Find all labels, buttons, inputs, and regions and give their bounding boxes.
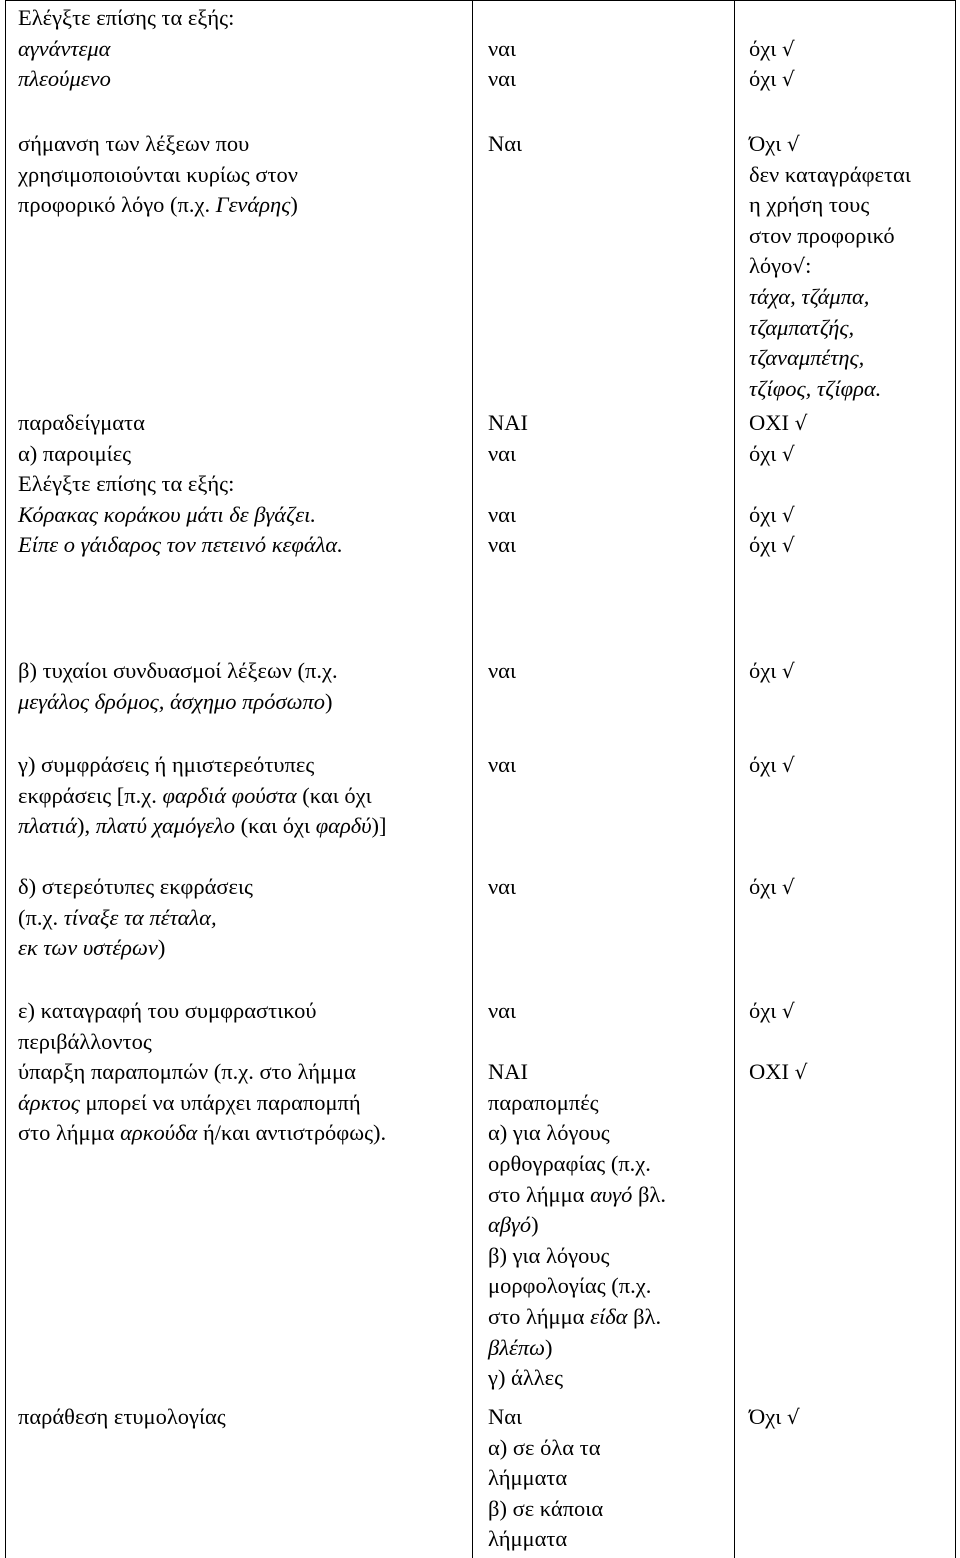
text-run: όχι (749, 501, 782, 527)
text-run: (π.χ. (18, 904, 64, 930)
text-run: βλ. (627, 1303, 662, 1329)
evaluation-cell-row-5 (749, 750, 795, 781)
text-run: τίναξε τα πέταλα, (63, 904, 217, 930)
text-line (18, 160, 298, 191)
text-run: όχι (749, 752, 782, 777)
text-run: ) (544, 1334, 553, 1360)
text-line (488, 750, 516, 781)
text-run: στο λήμμα (18, 1120, 121, 1146)
text-line (749, 64, 795, 95)
text-line (18, 996, 386, 1027)
text-line (488, 408, 528, 439)
text-line (749, 3, 795, 34)
answer-cell-row-4 (488, 656, 516, 687)
text-run: περιβάλλοντος (18, 1028, 152, 1054)
text-line (18, 1027, 386, 1058)
column-divider-1 (472, 0, 473, 1558)
text-line (749, 313, 911, 344)
text-run: α) παροιμίες (18, 440, 132, 466)
text-run: προφορικό λόγο (π.χ. (18, 192, 216, 218)
text-run: αβγό (488, 1212, 532, 1238)
text-line (488, 34, 516, 65)
text-line (18, 34, 234, 65)
text-run: άρκτος (18, 1089, 80, 1115)
text-run: ναι (488, 874, 517, 899)
checkmark-icon: √ (786, 1405, 800, 1429)
text-line (488, 1027, 666, 1058)
text-run: παραδείγματα (18, 410, 145, 435)
text-line (488, 1180, 666, 1211)
text-run: ), (76, 813, 96, 839)
text-run: η χρήση τους (749, 192, 870, 218)
text-run: Όχι (749, 131, 787, 156)
checkmark-icon: √ (794, 411, 808, 435)
text-line (18, 439, 343, 470)
text-run: αυγό (590, 1181, 633, 1207)
text-line (488, 1494, 603, 1525)
text-run: ναι (488, 998, 517, 1023)
text-line (749, 1057, 807, 1088)
text-run: (και όχι (296, 782, 372, 808)
text-run: τζίφος, τζίφρα. (749, 375, 882, 401)
evaluation-cell-row-6 (749, 872, 795, 903)
text-run: Ναι (488, 1404, 523, 1429)
text-run: μπορεί να υπάρχει παραπομπή (79, 1089, 361, 1115)
text-line (749, 500, 807, 531)
text-line (488, 129, 522, 160)
text-run: όχι (749, 66, 782, 92)
text-line (749, 469, 807, 500)
text-run: στο λήμμα (488, 1181, 591, 1207)
text-run: Γενάρης (215, 192, 291, 218)
text-line (749, 530, 807, 561)
text-line (488, 439, 528, 470)
text-line (18, 64, 234, 95)
text-line (488, 1271, 666, 1302)
checkmark-icon: √ (781, 533, 795, 558)
text-run: γ) άλλες (488, 1365, 564, 1391)
text-line (18, 530, 343, 561)
checkmark-icon: √ (781, 999, 795, 1023)
text-run: τάχα, τζάμπα, (749, 283, 870, 309)
text-line (488, 1433, 603, 1464)
text-line (749, 190, 911, 221)
text-run: παράθεση ετυμολογίας (18, 1404, 226, 1429)
text-line (488, 500, 528, 531)
answer-cell-row-7 (488, 996, 666, 1394)
text-run: τζαναμπέτης, (749, 345, 865, 371)
text-line (488, 530, 528, 561)
text-line (488, 1149, 666, 1180)
text-run: ) (157, 935, 166, 961)
text-run: εκφράσεις [π.χ. (18, 782, 163, 808)
text-run: δ) στερεότυπες εκφράσεις (18, 874, 253, 899)
text-run: πλατύ χαμόγελο (95, 813, 236, 839)
text-run: ή/και αντιστρόφως). (197, 1120, 387, 1146)
text-run: ΟΧΙ (749, 1059, 795, 1085)
text-line (18, 933, 253, 964)
text-line (18, 687, 338, 718)
text-run: παραπομπές (488, 1089, 599, 1115)
evaluation-cell-row-3 (749, 408, 807, 561)
text-line (749, 750, 795, 781)
text-run: δεν καταγράφεται (749, 161, 911, 187)
text-run: ναι (488, 66, 517, 92)
text-line (488, 1088, 666, 1119)
text-line (488, 1241, 666, 1272)
text-run: ναι (488, 35, 517, 61)
text-line (488, 1118, 666, 1149)
text-line (488, 1463, 603, 1494)
text-line (749, 996, 807, 1027)
text-line (488, 1363, 666, 1394)
text-run: ορθογραφίας (π.χ. (488, 1150, 651, 1176)
text-run: γ) συμφράσεις ή ημιστερεότυπες (18, 752, 315, 777)
text-line (749, 129, 911, 160)
criterion-cell-row-2 (18, 129, 298, 221)
text-line (488, 1210, 666, 1241)
text-run: β) τυχαίοι συνδυασμοί λέξεων (π.χ. (18, 658, 338, 683)
text-line (18, 811, 387, 842)
checkmark-icon: √ (781, 502, 795, 527)
text-line (488, 1302, 666, 1333)
criterion-cell-row-5 (18, 750, 387, 842)
text-run: ναι (488, 658, 517, 683)
text-run: ) (531, 1212, 539, 1238)
text-line (488, 996, 666, 1027)
text-run: όχι (749, 440, 782, 466)
text-line (18, 3, 234, 34)
text-run: ναι (488, 440, 517, 466)
checkmark-icon: √ (794, 1060, 808, 1085)
criterion-cell-row-7 (18, 996, 386, 1149)
text-line (749, 221, 911, 252)
checkmark-icon: √ (781, 659, 795, 683)
column-divider-2 (734, 0, 735, 1558)
checkmark-icon: √ (781, 875, 795, 899)
text-run: πλεούμενο (18, 66, 111, 92)
answer-cell-row-6 (488, 872, 516, 903)
text-line (488, 1057, 666, 1088)
text-run: πλατιά (18, 813, 77, 839)
text-run: αρκούδα (120, 1120, 198, 1146)
text-run: Είπε ο γάιδαρος τον πετεινό κεφάλα. (18, 532, 343, 558)
answer-cell-row-2 (488, 129, 522, 160)
text-run: βλέπω (488, 1334, 545, 1360)
checkmark-icon: √ (792, 254, 806, 279)
text-run: ΝΑΙ (488, 410, 528, 435)
text-line (18, 190, 298, 221)
text-line (749, 408, 807, 439)
text-run: ΟΧΙ (749, 410, 795, 435)
text-line (749, 160, 911, 191)
criterion-cell-row-4 (18, 656, 338, 717)
text-line (749, 343, 911, 374)
text-run: α) για λόγους (488, 1120, 610, 1146)
text-line (18, 469, 343, 500)
text-run: α) σε όλα τα (488, 1434, 601, 1460)
text-run: λήμματα (488, 1526, 568, 1552)
checkmark-icon: √ (786, 132, 800, 156)
checkmark-icon: √ (781, 36, 795, 61)
text-line (749, 656, 795, 687)
text-line (488, 1402, 603, 1433)
text-line (749, 439, 807, 470)
text-line (749, 34, 795, 65)
evaluation-cell-row-7 (749, 996, 807, 1088)
text-run: φαρδιά φούστα (162, 782, 297, 808)
text-line (749, 251, 911, 282)
text-run: β) σε κάποια (488, 1495, 604, 1521)
text-run: ε) καταγραφή του συμφραστικού (18, 998, 317, 1023)
text-line (749, 374, 911, 405)
criterion-cell-row-1 (18, 3, 234, 95)
evaluation-cell-row-2 (749, 129, 911, 404)
text-line (488, 656, 516, 687)
text-line (18, 408, 343, 439)
criterion-cell-row-8 (18, 1402, 226, 1433)
text-run: στον προφορικό (749, 222, 895, 248)
text-run: αγνάντεμα (18, 35, 111, 61)
text-run: βλ. (632, 1181, 666, 1207)
text-line (488, 1333, 666, 1364)
text-line (749, 872, 795, 903)
text-line (18, 656, 338, 687)
text-line (18, 872, 253, 903)
text-run: Ναι (488, 131, 523, 156)
text-run: (και όχι (235, 813, 316, 839)
text-run: Όχι (749, 1404, 787, 1429)
text-run: Κόρακας κοράκου μάτι δε βγάζει. (18, 501, 316, 527)
text-line (488, 1524, 603, 1555)
text-line (18, 129, 298, 160)
text-line (749, 282, 911, 313)
text-run: όχι (749, 658, 782, 683)
text-run: ναι (488, 501, 517, 527)
text-line (488, 872, 516, 903)
text-line (488, 469, 528, 500)
evaluation-cell-row-4 (749, 656, 795, 687)
answer-cell-row-5 (488, 750, 516, 781)
text-run: μεγάλος δρόμος, άσχημο πρόσωπο (18, 688, 325, 714)
text-run: )] (371, 813, 387, 839)
text-run: ύπαρξη παραπομπών (π.χ. στο λήμμα (18, 1059, 356, 1085)
text-run: ΝΑΙ (488, 1059, 528, 1085)
text-run: όχι (749, 874, 782, 899)
text-run: όχι (749, 998, 782, 1023)
text-run: Ελέγξτε επίσης τα εξής: (18, 5, 235, 30)
text-run: φαρδύ (315, 813, 372, 839)
text-run: μορφολογίας (π.χ. (488, 1273, 652, 1299)
text-run: ναι (488, 532, 517, 558)
answer-cell-row-3 (488, 408, 528, 561)
text-run: λόγο (749, 253, 793, 279)
text-line (18, 1057, 386, 1088)
checkmark-icon: √ (781, 753, 795, 777)
checkmark-icon: √ (781, 441, 795, 466)
text-run: σήμανση των λέξεων που (18, 131, 250, 156)
text-run: χρησιμοποιούνται κυρίως στον (18, 161, 298, 187)
text-line (749, 1402, 800, 1433)
text-line (749, 1027, 807, 1058)
criterion-cell-row-6 (18, 872, 253, 964)
answer-cell-row-8 (488, 1402, 603, 1555)
text-run: ) (290, 192, 298, 218)
text-line (488, 3, 516, 34)
text-line (18, 500, 343, 531)
checkmark-icon: √ (781, 67, 795, 92)
text-line (18, 781, 387, 812)
text-line (18, 750, 387, 781)
text-run: β) για λόγους (488, 1242, 610, 1268)
text-run: τζαμπατζής, (749, 314, 855, 340)
evaluation-cell-row-8 (749, 1402, 800, 1433)
text-run: ) (324, 688, 333, 714)
text-run: εκ των υστέρων (18, 935, 158, 961)
text-run: Ελέγξτε επίσης τα εξής: (18, 471, 235, 497)
text-run: ναι (488, 752, 517, 777)
text-run: στο λήμμα (488, 1303, 591, 1329)
text-run: είδα (590, 1303, 628, 1329)
criterion-cell-row-3 (18, 408, 343, 561)
text-run: όχι (749, 35, 782, 61)
text-line (18, 1118, 386, 1149)
text-line (488, 64, 516, 95)
table-top-border (5, 0, 956, 1)
evaluation-cell-row-1 (749, 3, 795, 95)
text-line (18, 1088, 386, 1119)
text-run: : (805, 253, 812, 279)
text-line (18, 903, 253, 934)
text-run: λήμματα (488, 1465, 568, 1491)
text-line (18, 1402, 226, 1433)
text-run: όχι (749, 532, 782, 558)
answer-cell-row-1 (488, 3, 516, 95)
